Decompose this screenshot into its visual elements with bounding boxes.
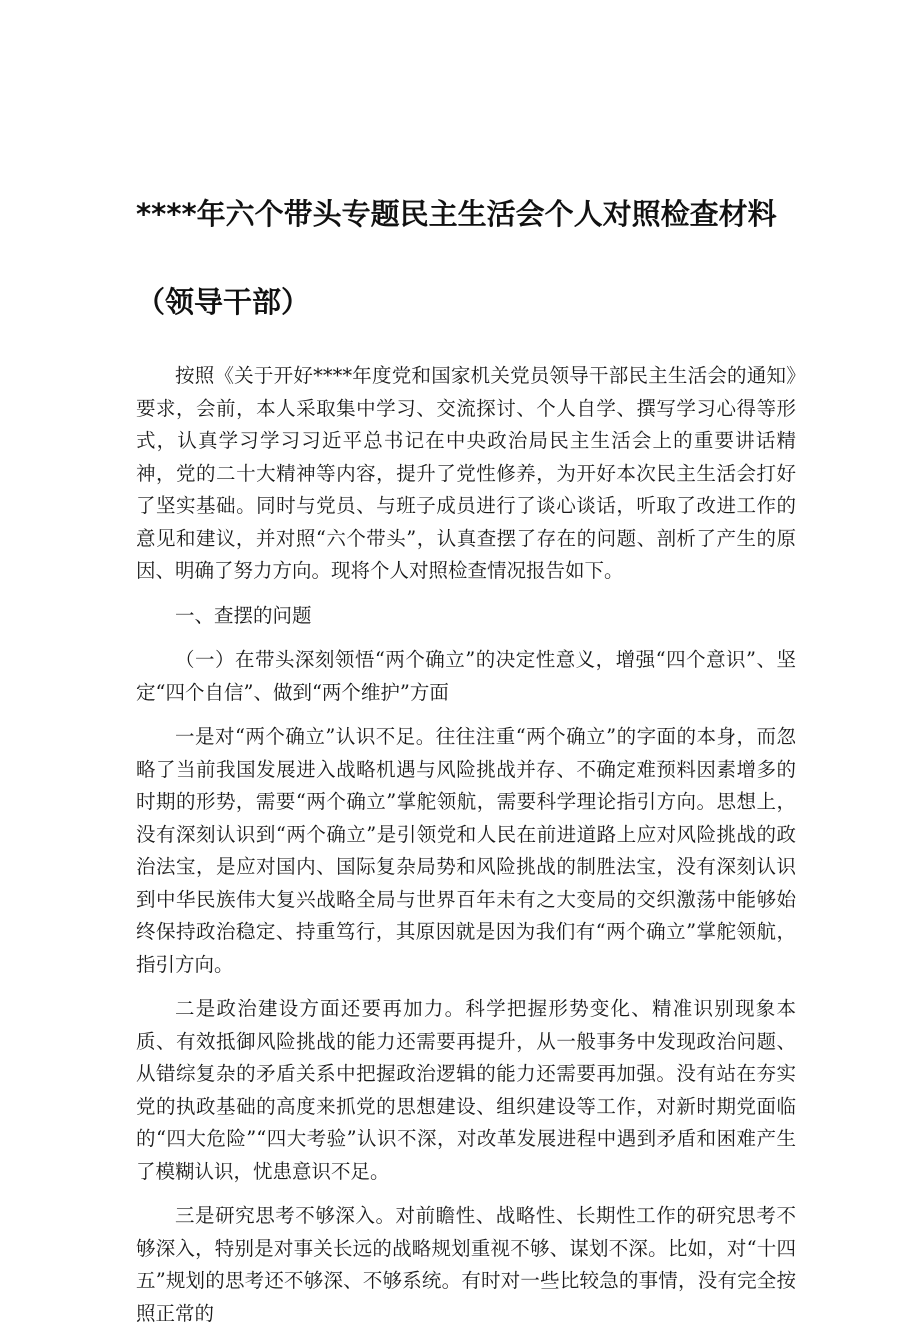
document-subtitle: （领导干部） <box>136 285 311 319</box>
subsection-heading: （一）在带头深刻领悟“两个确立”的决定性意义，增强“四个意识”、坚定“四个自信”、做到“两个维护”方面 <box>136 648 796 704</box>
body-paragraph: 二是政治建设方面还要再加力。科学把握形势变化、精准识别现象本质、有效抵御风险挑战的能力还需要再提升，从一般事务中发现政治问题、从错综复杂的矛盾关系中把握政治逻辑的能力还需要再加强。没有站在夯实党的执政基础的高度来抓党的思想建设、组织建设等工作，对新时期党面临的“四大危险”“四大考验”认识不深，对改革发展进程中遇到矛盾和困难产生了模糊认识，忧患意识不足。 <box>136 997 796 1183</box>
body-paragraph: 三是研究思考不够深入。对前瞻性、战略性、长期性工作的研究思考不够深入，特别是对事关长远的战略规划重视不够、谋划不深。比如，对“十四五”规划的思考还不够深、不够系统。有时对一些比较急的事情，没有完全按照正常的 <box>136 1204 796 1325</box>
body-paragraph: 一是对“两个确立”认识不足。往往注重“两个确立”的字面的本身，而忽略了当前我国发展进入战略机遇与风险挑战并存、不确定难预料因素增多的时期的形势，需要“两个确立”掌舵领航，需要科学理论指引方向。思想上，没有深刻认识到“两个确立”是引领党和人民在前进道路上应对风险挑战的政治法宝，是应对国内、国际复杂局势和风险挑战的制胜法宝，没有深刻认识到中华民族伟大复兴战略全局与世界百年未有之大变局的交织激荡中能够始终保持政治稳定、持重笃行，其原因就是因为我们有“两个确立”掌舵领航，指引方向。 <box>136 725 796 976</box>
intro-paragraph: 按照《关于开好****年度党和国家机关党员领导干部民主生活会的通知》要求，会前，本人采取集中学习、交流探讨、个人自学、撰写学习心得等形式，认真学习学习习近平总书记在中央政治局民主生活会上的重要讲话精神，党的二十大精神等内容，提升了党性修养，为开好本次民主生活会打好了坚实基础。同时与党员、与班子成员进行了谈心谈话，听取了改进工作的意见和建议，并对照“六个带头”，认真查摆了存在的问题、剖析了产生的原因、明确了努力方向。现将个人对照检查情况报告如下。 <box>136 364 796 582</box>
document-title: ****年六个带头专题民主生活会个人对照检查材料 <box>136 197 777 231</box>
document-body <box>136 360 796 1330</box>
section-heading: 一、查摆的问题 <box>175 603 312 627</box>
